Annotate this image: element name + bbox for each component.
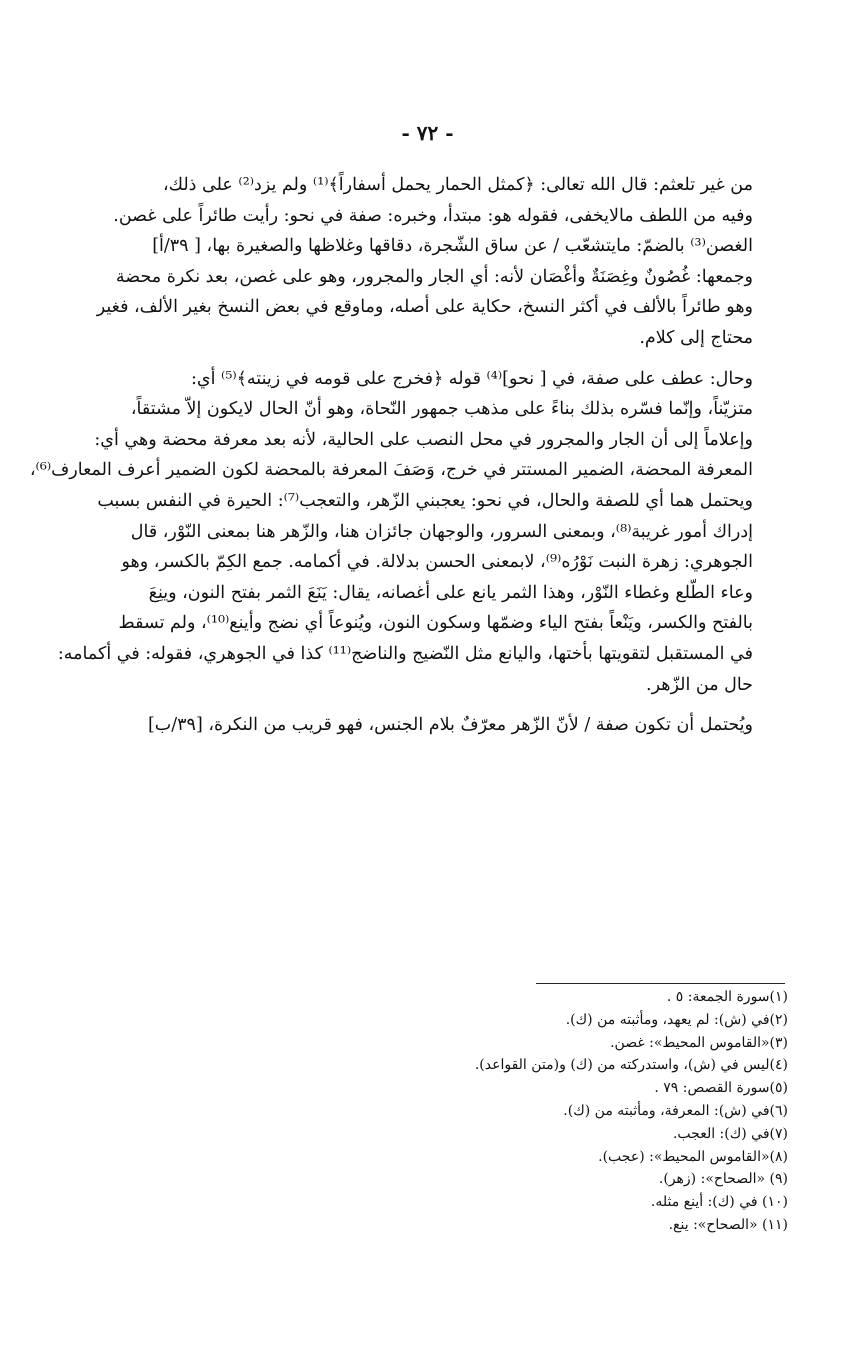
text-line: وهو طائراً بالألف في أكثر النسخ، حكاية على أصله، وماوقع في بعض النسخ بغير الألف، فغير — [96, 297, 753, 318]
text-line: وحال: عطف على صفة، في [ نحو]⁽⁴⁾ قوله ﴿فخرج على قومه في زينته﴾⁽⁵⁾ أي: — [191, 368, 753, 389]
footnote-2: (٢)في (ش): لم يعهد، ومأثبته من (ك). — [565, 1011, 788, 1028]
text-line: الجوهري: زهرة النبت نَوْرُه⁽⁹⁾، لابمعنى الحسن بدلالة. في أكمامه. جمع الكِمّ بالكسر، وهو — [121, 552, 753, 573]
text-line: حال من الزّهر. — [646, 674, 753, 695]
paragraph-1 — [45, 170, 785, 354]
text-line: ويُحتمل أن تكون صفة / لأنّ الزّهر معرّفٌ بلام الجنس، فهو قريب من النكرة، [٣٩/ب] — [147, 715, 753, 736]
footnote-8: (٨)«القاموس المحيط»: (عجب). — [598, 1148, 788, 1165]
footnote-9: (٩) «الصحاح»: (زهر). — [658, 1171, 788, 1188]
footnote-6: (٦)في (ش): المعرفة، ومأثبته من (ك). — [563, 1102, 788, 1119]
text-line: متزيّناً، وإنّما فسّره بذلك بناءً على مذهب جمهور النّحاة، وهو أنّ الحال لايكون إلاّ مشتقاً، — [130, 399, 753, 420]
text-line: وفيه من اللطف مالايخفى، فقوله هو: مبتدأ، وخبره: صفة في نحو: رأيت طائراً على غصن. — [113, 205, 753, 226]
text-line: وجمعها: غُصُونٌ وغِصَنَةٌ وأغْصَان لأنه: أي الجار والمجرور، وهو على غصن، بعد نكرة محضة — [115, 266, 753, 287]
footnote-10: (١٠) في (ك): أينع مثله. — [650, 1194, 788, 1211]
paragraph-2 — [29, 364, 785, 701]
main-text — [29, 170, 785, 741]
text-line: الغصن⁽³⁾ بالضمّ: مايتشعّب / عن ساق الشّجرة، دقاقها وغلاظها والصغيرة بها، [ ٣٩/أ] — [152, 236, 753, 257]
paragraph-3 — [45, 710, 785, 741]
footnote-divider — [536, 983, 785, 984]
footnote-3: (٣)«القاموس المحيط»: غصن. — [610, 1034, 788, 1051]
footnote-4: (٤)ليس في (ش)، واستدركته من (ك) و(متن القواعد). — [474, 1057, 788, 1074]
footnotes — [300, 986, 788, 1237]
text-line: وإعلاماً إلى أن الجار والمجرور في محل النصب على الحالية، لأنه بعد معرفة محضة وهي أي: — [94, 429, 753, 450]
text-line: المعرفة المحضة، الضمير المستتر في خرج، وَصَفَ المعرفة بالمحضة لكون الضمير أعرف المعارف⁽⁶⁾، — [29, 460, 753, 481]
text-line: إدراك أمور غريبة⁽⁸⁾، وبمعنى السرور، والوجهان جائزان هنا، والزّهر هنا بمعنى النّوْر، قال — [130, 521, 753, 542]
text-line: ويحتمل هما أي للصفة والحال، في نحو: يعجبني الزّهر، والتعجب⁽⁷⁾: الحيرة في النفس بسبب — [97, 490, 753, 511]
footnote-7: (٧)في (ك): العجب. — [672, 1125, 788, 1142]
text-line: بالفتح والكسر، ويَنْعاً بفتح الياء وضمّها وسكون النون، ويُنوعاً أي نضج وأينع⁽¹⁰⁾، ولم تسقط — [118, 613, 753, 634]
text-line: محتاج إلى كلام. — [639, 327, 753, 348]
footnote-11: (١١) «الصحاح»: ينع. — [668, 1216, 788, 1233]
text-line: وعاء الطّلع وغطاء النّوْر، وهذا الثمر يانع على أغصانه، يقال: يَنَعَ الثمر بفتح النون، وينِعَ — [148, 582, 753, 603]
text-line: في المستقبل لتقويتها بأختها، واليانع مثل النّضيج والناضج⁽¹¹⁾ كذا في الجوهري، فقوله: في أكمامه: — [57, 643, 753, 664]
page-number: - ٧٢ - — [401, 121, 454, 145]
text-line: من غير تلعثم: قال الله تعالى: ﴿كمثل الحمار يحمل أسفاراً﴾⁽¹⁾ ولم يزد⁽²⁾ على ذلك، — [162, 175, 753, 195]
footnote-1: (١)سورة الجمعة: ٥ . — [666, 989, 788, 1005]
footnote-5: (٥)سورة القصص: ٧٩ . — [654, 1080, 788, 1097]
